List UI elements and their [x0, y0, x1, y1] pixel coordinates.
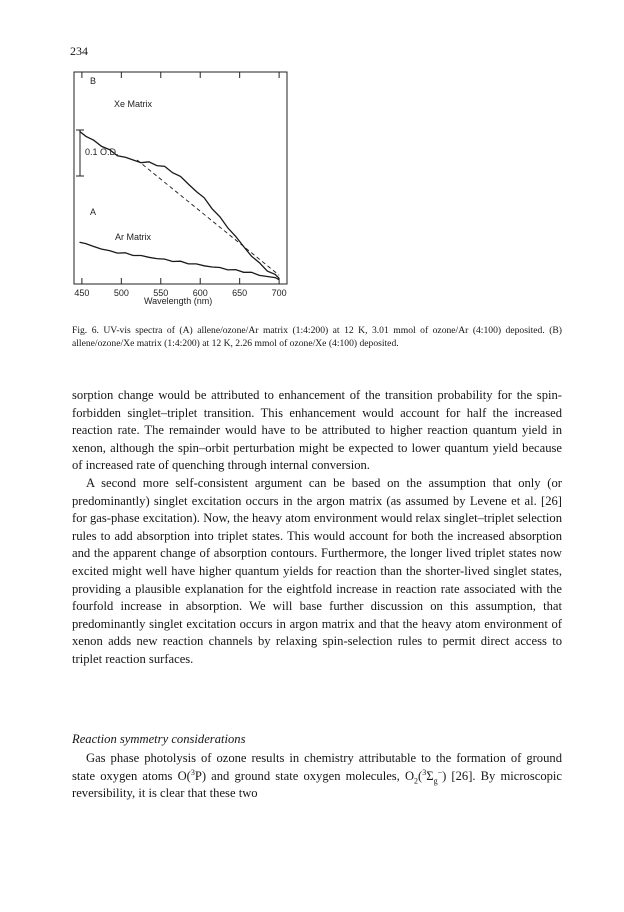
- x-tick-label-500: 500: [113, 288, 129, 298]
- section-body: [72, 750, 562, 803]
- para3-sup-a: 3: [190, 767, 195, 777]
- para3-text-b: P) and ground state oxygen molecules, O: [194, 768, 415, 783]
- para3-text-d: Σ: [426, 768, 434, 783]
- paragraph-2: A second more self-consistent argument can be based on the assumption that only (or predominantly) singlet excitation occurs in the argon matrix (as assumed by Levene et al. [26] for gas-phase excitation). Now, the heavy atom environment would relax singlet–triplet selection rules to add absorption into triplet states. This would account for both the increased absorption and the apparent change of absorption contours. Furthermore, the longer lived triplet states now excited might well have higher quantum yields for reaction than the shorter-lived singlet states, providing a plausible explanation for the eightfold increase in reaction rate associated with the fourfold increase in absorption. We will base further discussion on this assumption, that predominantly singlet excitation occurs in argon matrix and that the heavy atom environment of xenon adds new reaction channels by relaxing spin-selection rules to permit direct access to triplet reaction surfaces.: [72, 475, 562, 666]
- caption-text: UV-vis spectra of (A) allene/ozone/Ar matrix (1:4:200) at 12 K, 3.01 mmol of ozone/Ar (4:100) deposited. (B) allene/ozone/Xe matrix (1:4:200) at 12 K, 2.26 mmol of ozone/Xe (4:100) deposited.: [72, 325, 562, 349]
- series-line-ar: [80, 242, 280, 279]
- x-ticks: [82, 278, 279, 284]
- panel-b-label: B: [90, 76, 97, 86]
- x-tick-label-550: 550: [153, 288, 169, 298]
- baseline-dashed-line: [137, 160, 279, 275]
- top-ticks: [82, 72, 279, 78]
- body-text: [72, 387, 562, 669]
- para3-sub-b: g: [433, 776, 438, 786]
- figure-caption: [72, 324, 562, 350]
- x-tick-label-450: 450: [74, 288, 90, 298]
- paragraph-1: sorption change would be attributed to enhancement of the transition probability for the spin-forbidden singlet–triplet transition. This enhancement would account for half the increased reaction rate. The remainder would have to be attributed to higher reaction quantum yield in xenon, although the spin–orbit perturbation might be expected to lower quantum yield because of increased rate of quenching through internal conversion.: [72, 388, 562, 473]
- para3-sub-a: 2: [414, 776, 419, 786]
- para3-text-e: ) [26]. By microscopic reversibility, it is clear that these two: [72, 768, 563, 801]
- x-axis-label: Wavelength (nm): [144, 296, 213, 306]
- x-tick-label-700: 700: [271, 288, 287, 298]
- spectrum-chart: [60, 60, 310, 322]
- ar-matrix-label: Ar Matrix: [115, 232, 151, 242]
- x-tick-label-600: 600: [192, 288, 208, 298]
- page-number: 234: [70, 44, 88, 58]
- xe-matrix-label: Xe Matrix: [114, 99, 153, 109]
- panel-a-label: A: [90, 207, 97, 217]
- para3-sup-c: −: [437, 767, 443, 777]
- para3-sup-b: 3: [422, 767, 427, 777]
- section-heading: Reaction symmetry considerations: [72, 732, 246, 746]
- para3-text-c: (: [418, 768, 423, 783]
- caption-label: Fig. 6.: [72, 325, 99, 336]
- x-tick-label-650: 650: [232, 288, 248, 298]
- scale-bar: [76, 130, 84, 176]
- scale-bar-label: 0.1 O.D.: [85, 147, 119, 157]
- plot-frame: [74, 72, 287, 284]
- para3-text-a: Gas phase photolysis of ozone results in chemistry attributable to the formation of ground state oxygen atoms O(: [72, 751, 562, 783]
- uv-vis-figure: [60, 60, 310, 322]
- paragraph-3: [72, 750, 562, 803]
